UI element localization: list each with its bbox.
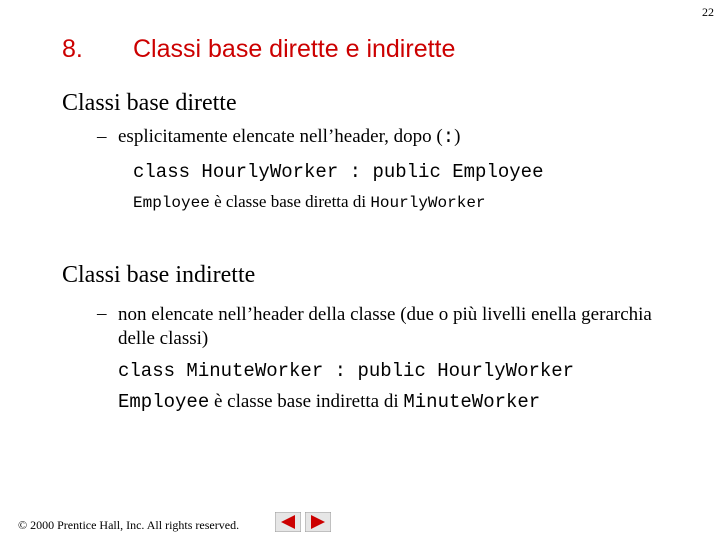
indirect-heading: Classi base indirette [62, 262, 256, 288]
page-number: 22 [702, 5, 714, 19]
direct-note-code-1: Employee [133, 194, 210, 212]
triangle-left-icon [275, 512, 301, 532]
triangle-right-icon [305, 512, 331, 532]
direct-heading: Classi base dirette [62, 90, 237, 116]
indirect-note-code-1: Employee [118, 391, 210, 413]
indirect-note [118, 391, 540, 413]
next-slide-button[interactable] [305, 512, 331, 532]
indirect-bullet-dash: – [97, 303, 107, 324]
direct-bullet-dash: – [97, 126, 107, 147]
indirect-bullet-text: non elencate nell’header della classe (due o più livelli enella gerarchia delle classi) [118, 304, 652, 349]
indirect-note-code-2: MinuteWorker [403, 391, 541, 413]
direct-bullet-end: ) [454, 126, 461, 147]
indirect-code-line: class MinuteWorker : public HourlyWorker [118, 360, 575, 382]
copyright-footer: © 2000 Prentice Hall, Inc. All rights reserved. [18, 518, 240, 532]
indirect-note-text: è classe base indiretta di [209, 391, 404, 412]
direct-code-line: class HourlyWorker : public Employee [133, 161, 544, 183]
direct-bullet [118, 126, 460, 148]
direct-note-code-2: HourlyWorker [370, 194, 486, 212]
page-title: Classi base dirette e indirette [133, 35, 456, 63]
section-number: 8. [62, 35, 83, 63]
direct-bullet-text: esplicitamente elencate nell’header, dopo ( [118, 126, 443, 147]
previous-slide-button[interactable] [275, 512, 301, 532]
direct-bullet-code: : [442, 126, 455, 148]
direct-note-text: è classe base diretta di [209, 192, 371, 211]
direct-note [133, 192, 486, 212]
